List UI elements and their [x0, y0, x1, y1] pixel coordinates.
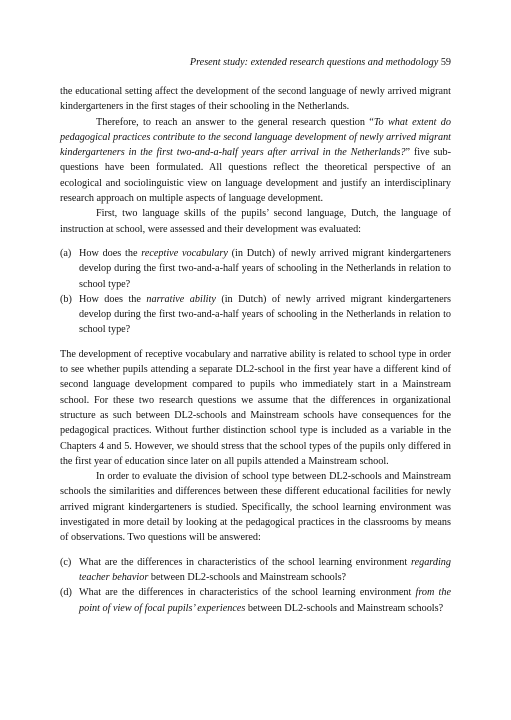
question-emphasis: narrative ability: [146, 293, 216, 305]
running-header: [60, 56, 451, 70]
question-d: [60, 585, 451, 616]
question-emphasis: from the point of view of focal pupils’ experiences: [79, 587, 451, 614]
question-b: [60, 292, 451, 338]
paragraph-language-skills: First, two language skills of the pupils’ second language, Dutch, the language of instruction at school, were assessed and their development was evaluated:: [60, 208, 451, 235]
question-marker: (a): [60, 247, 72, 259]
paragraph-general-question: [60, 115, 451, 207]
question-text: (in Dutch) of newly arrived migrant kindergarteners develop during the first two-and-a-half years of schooling in the Netherlands in relation to school type?: [79, 247, 451, 290]
paragraph-school-type: The development of receptive vocabulary and narrative ability is related to school type in order to see whether pupils attending a separate DL2-school in the first year have a different kind of second language development compared to pupils who immediately start in a Mainstream school. For these two research questions we assume that the differences in organizational structure as such between DL2-schools and Mainstream schools have consequences for the pedagogical practices. Without further distinction school type is included as a variable in the Chapters 4 and 5. However, we should stress that the school types of the pupils only differed in the first year of education since later on all pupils attended a Mainstream school.: [60, 348, 451, 467]
question-text: What are the differences in characteristics of the school learning environment: [79, 556, 411, 568]
paragraph-text: ” five sub-questions have been formulated. All questions reflect the theoretical perspective of an ecological and sociolinguistic view on language development and justify an interdisciplinary research approach on multiple aspects of language development.: [60, 147, 452, 205]
question-text: (in Dutch) of newly arrived migrant kindergarteners develop during the first two-and-a-half years of schooling in the Netherlands in relation to school type?: [79, 293, 451, 336]
question-marker: (b): [60, 293, 72, 305]
question-marker: (d): [60, 587, 72, 599]
running-header-title: Present study: extended research questions and methodology: [189, 57, 439, 68]
question-text: between DL2-schools and Mainstream schools?: [245, 602, 444, 614]
paragraph-continued: the educational setting affect the development of the second language of newly arrived migrant kindergarteners in the first stages of their schooling in the Netherlands.: [60, 86, 451, 113]
question-text: How does the: [79, 293, 147, 305]
question-emphasis: receptive vocabulary: [141, 247, 228, 259]
paragraph-learning-environment: In order to evaluate the division of school type between DL2-schools and Mainstream schools the similarities and differences between these different educational facilities for newly arrived migrant kindergarteners is studied. Specifically, the school learning environment was investigated in more detail by looking at the pedagogical practices in the classrooms by means of observations. Two questions will be answered:: [60, 471, 451, 544]
question-list-language: [60, 246, 451, 338]
question-emphasis: regarding teacher behavior: [79, 556, 451, 583]
general-research-question: To what extent do pedagogical practices contribute to the second language development of newly arrived migrant kindergarteners in the first two-and-a-half years after arrival in the Netherlands?: [60, 116, 451, 159]
spacer: [60, 546, 451, 555]
spacer: [60, 338, 451, 347]
question-c: [60, 555, 451, 586]
question-marker: (c): [60, 556, 72, 568]
spacer: [60, 237, 451, 246]
page-body: [60, 84, 451, 616]
paragraph-text: Therefore, to reach an answer to the general research question “: [96, 116, 374, 128]
question-list-environment: [60, 555, 451, 616]
page-number: 59: [440, 57, 451, 68]
question-text: What are the differences in characteristics of the school learning environment: [79, 587, 416, 599]
question-a: [60, 246, 451, 292]
question-text: How does the: [79, 247, 142, 259]
question-text: between DL2-schools and Mainstream schools?: [148, 571, 347, 583]
